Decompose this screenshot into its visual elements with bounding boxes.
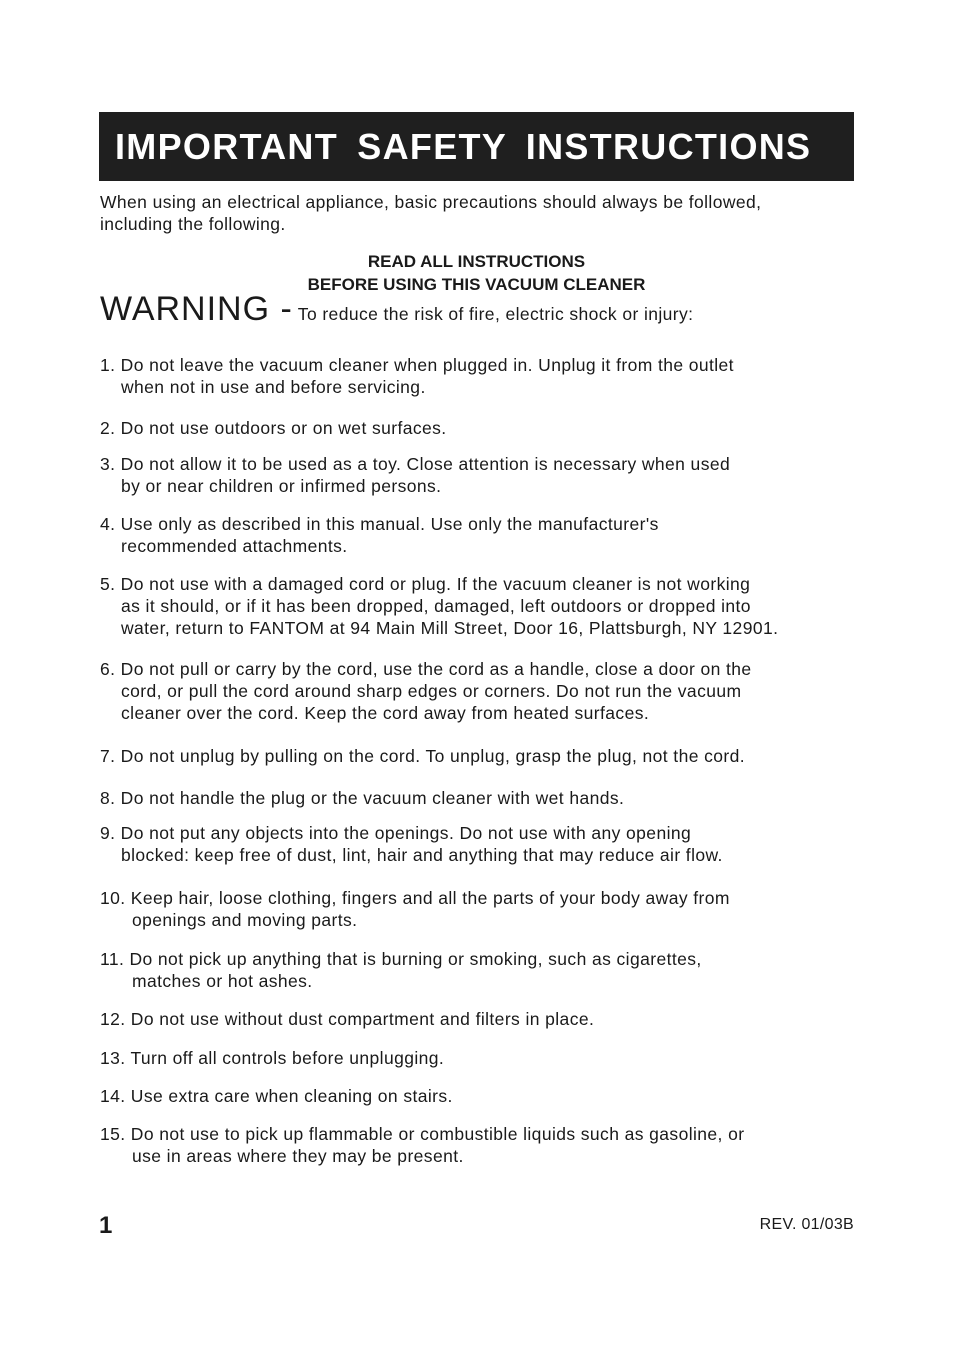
- list-item: [100, 887, 860, 931]
- warning-text: To reduce the risk of fire, electric shock or injury:: [292, 304, 694, 324]
- list-item: [100, 417, 860, 439]
- list-item: [100, 513, 860, 557]
- list-item: [100, 453, 860, 497]
- list-item-text: 8. Do not handle the plug or the vacuum cleaner with wet hands.: [100, 788, 625, 808]
- list-item-text: 11. Do not pick up anything that is burning or smoking, such as cigarettes,: [100, 949, 702, 969]
- list-item-continuation: use in areas where they may be present.: [132, 1146, 464, 1166]
- list-item: [100, 787, 860, 809]
- list-item-text: 6. Do not pull or carry by the cord, use the cord as a handle, close a door on the: [100, 659, 752, 679]
- list-item-continuation: as it should, or if it has been dropped, damaged, left outdoors or dropped into: [121, 596, 751, 616]
- list-item: [100, 822, 860, 866]
- page-title: IMPORTANT SAFETY INSTRUCTIONS: [115, 125, 812, 167]
- list-item-continuation: recommended attachments.: [121, 536, 348, 556]
- list-item-text: 13. Turn off all controls before unplugging.: [100, 1048, 445, 1068]
- list-item: [100, 1085, 860, 1107]
- list-item-continuation: when not in use and before servicing.: [121, 377, 426, 397]
- list-item-text: 2. Do not use outdoors or on wet surfaces.: [100, 418, 447, 438]
- list-item-continuation: openings and moving parts.: [132, 910, 358, 930]
- list-item-continuation: water, return to FANTOM at 94 Main Mill Street, Door 16, Plattsburgh, NY 12901.: [121, 618, 779, 638]
- list-item-text: 14. Use extra care when cleaning on stairs.: [100, 1086, 453, 1106]
- list-item: [100, 1008, 860, 1030]
- title-banner: [99, 112, 854, 181]
- warning-statement: [100, 290, 860, 329]
- list-item: [100, 1047, 860, 1069]
- list-item-continuation: by or near children or infirmed persons.: [121, 476, 442, 496]
- list-item-text: 15. Do not use to pick up flammable or combustible liquids such as gasoline, or: [100, 1124, 745, 1144]
- revision-code: REV. 01/03B: [759, 1216, 854, 1233]
- read-heading-line-2: BEFORE USING THIS VACUUM CLEANER: [307, 275, 646, 294]
- list-item: [100, 948, 860, 992]
- list-item-text: 3. Do not allow it to be used as a toy. Close attention is necessary when used: [100, 454, 731, 474]
- list-item-continuation: blocked: keep free of dust, lint, hair and anything that may reduce air flow.: [121, 845, 723, 865]
- list-item-text: 5. Do not use with a damaged cord or plug. If the vacuum cleaner is not working: [100, 574, 751, 594]
- list-item-continuation: matches or hot ashes.: [132, 971, 313, 991]
- page-number: 1: [99, 1212, 113, 1239]
- warning-label: WARNING -: [100, 290, 293, 328]
- list-item-text: 7. Do not unplug by pulling on the cord. To unplug, grasp the plug, not the cord.: [100, 746, 746, 766]
- intro-paragraph: When using an electrical appliance, basic precautions should always be followed, including the following.: [100, 192, 762, 234]
- list-item-text: 10. Keep hair, loose clothing, fingers and all the parts of your body away from: [100, 888, 730, 908]
- list-item-text: 1. Do not leave the vacuum cleaner when plugged in. Unplug it from the outlet: [100, 355, 734, 375]
- list-item: [100, 745, 860, 767]
- list-item-continuation: cleaner over the cord. Keep the cord away from heated surfaces.: [121, 703, 650, 723]
- list-item: [100, 354, 860, 398]
- list-item: [100, 1123, 860, 1167]
- read-heading-line-1: READ ALL INSTRUCTIONS: [367, 252, 586, 271]
- list-item-text: 12. Do not use without dust compartment and filters in place.: [100, 1009, 595, 1029]
- list-item: [100, 573, 860, 639]
- list-item: [100, 658, 860, 724]
- list-item-continuation: cord, or pull the cord around sharp edges or corners. Do not run the vacuum: [121, 681, 742, 701]
- list-item-text: 9. Do not put any objects into the openings. Do not use with any opening: [100, 823, 692, 843]
- list-item-text: 4. Use only as described in this manual. Use only the manufacturer's: [100, 514, 659, 534]
